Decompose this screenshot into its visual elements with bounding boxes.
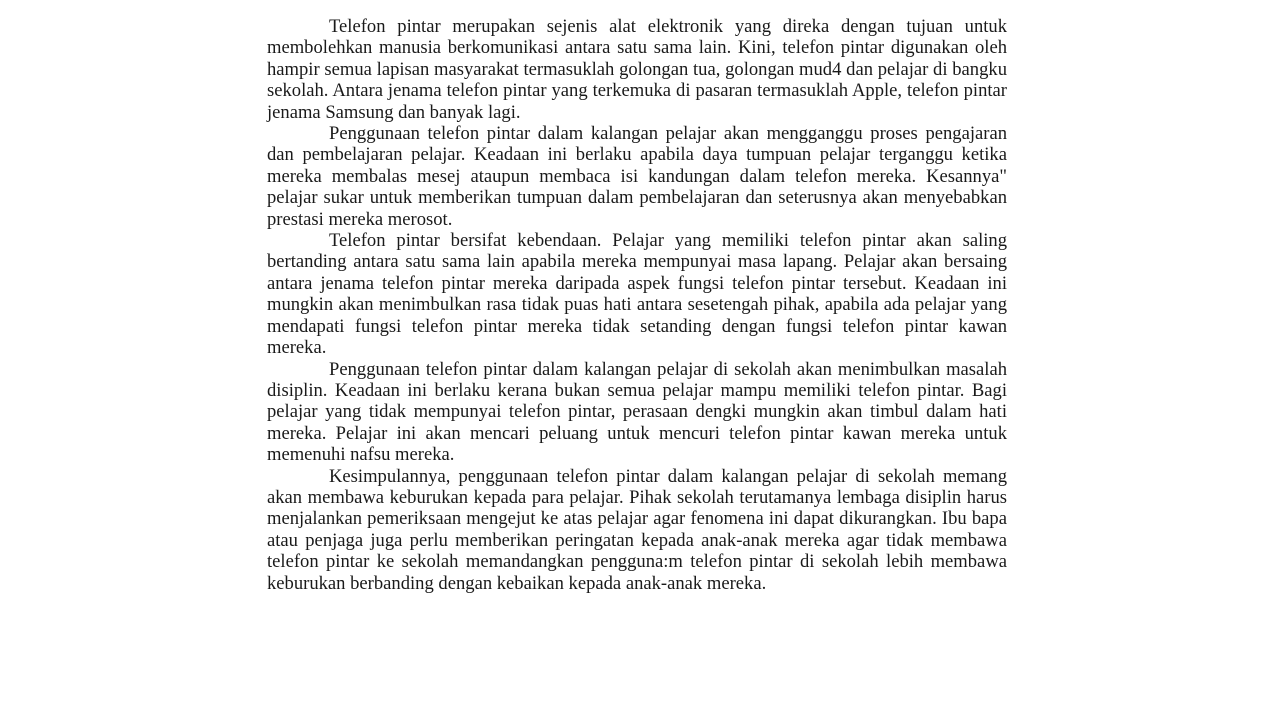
paragraph-materialism: Telefon pintar bersifat kebendaan. Pelajar yang memiliki telefon pintar akan saling bertanding antara satu sama lain apabila mereka mempunyai masa lapang. Pelajar akan bersaing antara jenama telefon pintar mereka daripada aspek fungsi telefon pintar tersebut. Keadaan ini mungkin akan menimbulkan rasa tidak puas hati antara sesetengah pihak, apabila ada pelajar yang mendapati fungsi telefon pintar mereka tidak setanding dengan fungsi telefon pintar kawan mereka.	[267, 230, 1007, 359]
paragraph-conclusion: Kesimpulannya, penggunaan telefon pintar dalam kalangan pelajar di sekolah memang akan membawa keburukan kepada para pelajar. Pihak sekolah terutamanya lembaga disiplin harus menjalankan pemeriksaan mengejut ke atas pelajar agar fenomena ini dapat dikurangkan. Ibu bapa atau penjaga juga perlu memberikan peringatan kepada anak-anak mereka agar tidak membawa telefon pintar ke sekolah memandangkan pengguna:m telefon pintar di sekolah lebih membawa keburukan berbanding dengan kebaikan kepada anak-anak mereka.	[267, 465, 1007, 594]
document-page	[267, 16, 1007, 594]
paragraph-discipline: Penggunaan telefon pintar dalam kalangan pelajar di sekolah akan menimbulkan masalah disiplin. Keadaan ini berlaku kerana bukan semua pelajar mampu memiliki telefon pintar. Bagi pelajar yang tidak mempunyai telefon pintar, perasaan dengki mungkin akan timbul dalam hati mereka. Pelajar ini akan mencari peluang untuk mencuri telefon pintar kawan mereka untuk memenuhi nafsu mereka.	[267, 358, 1007, 466]
paragraph-learning-disruption: Penggunaan telefon pintar dalam kalangan pelajar akan mengganggu proses pengajaran dan pembelajaran pelajar. Keadaan ini berlaku apabila daya tumpuan pelajar terganggu ketika mereka membalas mesej ataupun membaca isi kandungan dalam telefon mereka. Kesannya" pelajar sukar untuk memberikan tumpuan dalam pembelajaran dan seterusnya akan menyebabkan prestasi mereka merosot.	[267, 123, 1007, 230]
paragraph-introduction: Telefon pintar merupakan sejenis alat elektronik yang direka dengan tujuan untuk membolehkan manusia berkomunikasi antara satu sama lain. Kini, telefon pintar digunakan oleh hampir semua lapisan masyarakat termasuklah golongan tua, golongan mud4 dan pelajar di bangku sekolah. Antara jenama telefon pintar yang terkemuka di pasaran termasuklah Apple, telefon pintar jenama Samsung dan banyak lagi.	[267, 16, 1007, 123]
